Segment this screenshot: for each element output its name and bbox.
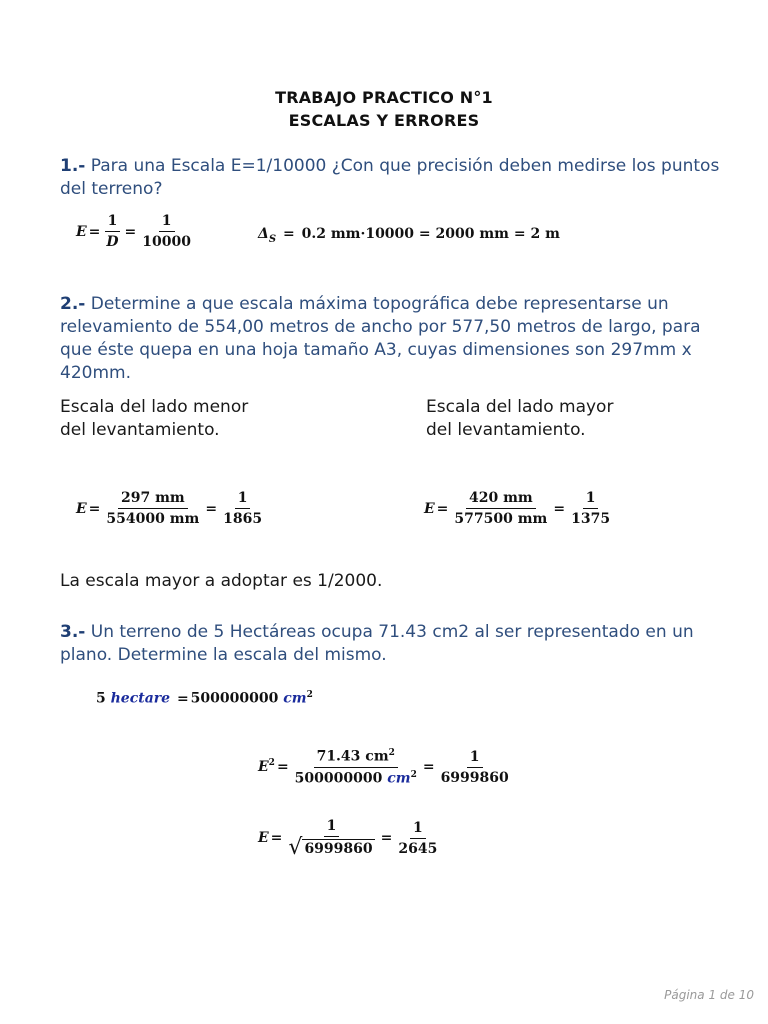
equals-sign: = bbox=[282, 226, 295, 242]
q2-right-label-line2: del levantamiento. bbox=[426, 420, 586, 440]
q3-eq2-res-den: 2645 bbox=[398, 840, 438, 857]
q2-eqR-result bbox=[568, 490, 613, 527]
q3-conv-left: 5 bbox=[96, 690, 106, 707]
q3-eq1-den: 500000000 bbox=[294, 770, 383, 787]
question-2-number: 2.- bbox=[60, 294, 86, 314]
question-3 bbox=[60, 621, 732, 667]
q3-eq1-num: 71.43 cm bbox=[316, 748, 389, 765]
q2-eqR-lhs: E bbox=[424, 500, 435, 517]
q3-eq1-num-wrap bbox=[314, 748, 398, 768]
q3-equation-squared bbox=[258, 748, 513, 786]
q1-equation-precision bbox=[258, 226, 560, 245]
q3-eq1-den-unit: cm bbox=[387, 770, 411, 787]
question-2 bbox=[60, 293, 732, 385]
q3-conversion bbox=[96, 690, 313, 707]
page-number: Página 1 de 10 bbox=[664, 988, 754, 1002]
question-2-text: Determine a que escala máxima topográfica debe representarse un relevamiento de 554,00 metros de ancho por 577,50 metros de largo, para que éste quepa en una hoja tamaño A3, cuyas dimensiones son 297mm x 420mm. bbox=[60, 294, 701, 383]
q2-eqL-res-den: 1865 bbox=[223, 511, 263, 527]
q3-eq1-result bbox=[438, 749, 512, 786]
q2-eqL-num: 297 mm bbox=[118, 490, 188, 509]
q3-conv-unit-left: hectare bbox=[110, 690, 171, 707]
q1-equation-scale bbox=[76, 213, 195, 250]
q2-eqR-num: 420 mm bbox=[466, 490, 536, 509]
q2-eqL-res-num: 1 bbox=[235, 490, 251, 509]
equals-sign: = bbox=[553, 500, 566, 517]
square-root-icon: √ 6999860 bbox=[288, 835, 373, 860]
q2-equation-minor-side bbox=[76, 490, 266, 527]
q2-right-label-line1: Escala del lado mayor bbox=[426, 397, 614, 417]
question-3-number: 3.- bbox=[60, 622, 86, 642]
q2-eqR-res-num: 1 bbox=[583, 490, 599, 509]
equals-sign: = bbox=[176, 690, 189, 707]
q3-equation-root bbox=[258, 818, 441, 858]
q1-eq2-rhs: 0.2 mm·10000 = 2000 mm = 2 m bbox=[301, 226, 560, 242]
equals-sign: = bbox=[422, 759, 435, 776]
q1-eq1-frac1-den: D bbox=[106, 234, 119, 250]
equals-sign: = bbox=[436, 500, 449, 517]
q3-eq1-den-exp: 2 bbox=[410, 769, 417, 780]
q1-eq1-fraction-1 bbox=[103, 213, 121, 250]
q2-left-label-line1: Escala del lado menor bbox=[60, 397, 249, 417]
q2-eqR-res-den: 1375 bbox=[571, 511, 611, 527]
q2-left-label-line2: del levantamiento. bbox=[60, 420, 220, 440]
q3-eq1-den-wrap bbox=[292, 768, 420, 787]
q3-eq1-lhs-exp: 2 bbox=[268, 758, 275, 768]
q3-conv-right: 500000000 bbox=[190, 690, 279, 707]
q3-eq2-fraction bbox=[285, 818, 377, 858]
q3-eq1-res-den: 6999860 bbox=[440, 769, 509, 786]
q1-eq1-frac1-num: 1 bbox=[105, 213, 121, 232]
equals-sign: = bbox=[270, 830, 283, 846]
equals-sign: = bbox=[124, 223, 137, 240]
q2-right-label bbox=[426, 396, 613, 442]
equals-sign: = bbox=[88, 500, 101, 517]
q3-conv-exp: 2 bbox=[306, 690, 313, 700]
q3-eq1-num-exp: 2 bbox=[388, 748, 395, 758]
q2-equation-major-side bbox=[424, 490, 614, 527]
q3-eq1-lhs: E bbox=[258, 759, 269, 776]
q3-conv-unit-right: cm bbox=[283, 690, 307, 707]
q1-eq1-frac2-num: 1 bbox=[159, 213, 175, 232]
q2-left-label bbox=[60, 396, 248, 442]
question-1-number: 1.- bbox=[60, 156, 86, 176]
q1-eq1-fraction-2 bbox=[139, 213, 194, 250]
document-subtitle: ESCALAS Y ERRORES bbox=[288, 111, 480, 130]
q3-eq2-result bbox=[395, 820, 440, 857]
equals-sign: = bbox=[205, 500, 218, 517]
q3-eq2-den: 6999860 bbox=[304, 841, 373, 857]
q2-eqR-fraction bbox=[451, 490, 550, 527]
q2-eqL-den: 554000 mm bbox=[106, 511, 200, 527]
q3-eq2-num: 1 bbox=[324, 818, 340, 837]
q3-eq2-res-num: 1 bbox=[410, 820, 426, 839]
q3-eq2-lhs: E bbox=[258, 830, 269, 846]
document-title: TRABAJO PRACTICO N°1 bbox=[275, 88, 493, 107]
q1-eq2-lhs: Δ bbox=[258, 226, 269, 242]
question-3-text: Un terreno de 5 Hectáreas ocupa 71.43 cm2 al ser representado en un plano. Determine la escala del mismo. bbox=[60, 622, 694, 665]
q1-eq2-lhs-sub: S bbox=[268, 233, 277, 245]
q2-eqL-lhs: E bbox=[76, 500, 87, 517]
question-1-text: Para una Escala E=1/10000 ¿Con que precisión deben medirse los puntos del terreno? bbox=[60, 156, 720, 199]
q3-eq1-fraction bbox=[292, 748, 420, 786]
q2-conclusion: La escala mayor a adoptar es 1/2000. bbox=[60, 571, 383, 591]
q2-eqL-fraction bbox=[103, 490, 202, 527]
q2-eqL-result bbox=[220, 490, 265, 527]
equals-sign: = bbox=[276, 759, 289, 776]
q3-eq1-res-num: 1 bbox=[467, 749, 483, 768]
equals-sign: = bbox=[380, 830, 393, 846]
q3-eq2-den-wrap bbox=[285, 837, 377, 858]
equals-sign: = bbox=[88, 223, 101, 240]
q1-eq1-lhs: E bbox=[76, 223, 87, 240]
q1-eq1-frac2-den: 10000 bbox=[142, 234, 191, 250]
question-1 bbox=[60, 155, 732, 201]
q2-eqR-den: 577500 mm bbox=[454, 511, 548, 527]
